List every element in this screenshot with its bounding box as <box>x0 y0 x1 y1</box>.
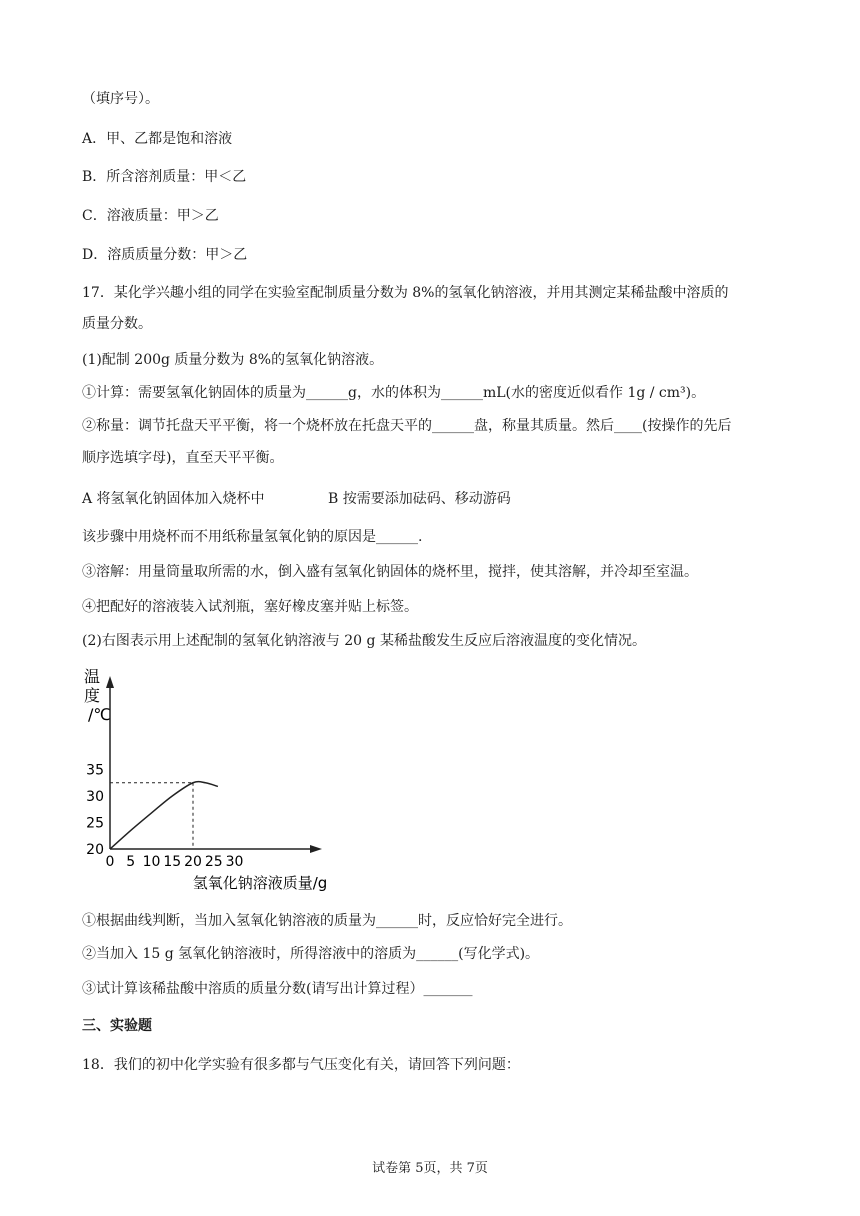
choice-b: B 按需要添加砝码、移动游码 <box>328 491 511 507</box>
x-tick-label: 5 <box>126 854 136 870</box>
x-tick-label: 20 <box>184 854 202 870</box>
y-tick-label: 35 <box>86 762 104 779</box>
x-tick-label: 15 <box>163 854 182 870</box>
q17-step-calc: ①计算：需要氢氧化钠固体的质量为______g，水的体积为______mL(水的密度近似看作 1g / cm³)。 <box>82 385 706 401</box>
x-axis-arrow <box>310 845 322 853</box>
q17-part1: (1)配制 200g 质量分数为 8%的氢氧化钠溶液。 <box>82 352 384 368</box>
q17-step-weigh-cont: 顺序选填字母)，直至天平平衡。 <box>82 450 284 466</box>
section-heading-experiment: 三、实验题 <box>82 1018 152 1034</box>
x-tick-label: 10 <box>142 854 161 870</box>
q17-step-bottle: ④把配好的溶液装入试剂瓶，塞好橡皮塞并贴上标签。 <box>82 599 418 615</box>
y-tick-label: 30 <box>86 789 104 805</box>
fill-in-number-note: （填序号）。 <box>82 91 159 107</box>
y-axis-label: 温 <box>84 667 101 686</box>
option-b: B．所含溶剂质量：甲＜乙 <box>82 169 247 185</box>
temperature-curve <box>110 782 218 849</box>
q17-step-weigh: ②称量：调节托盘天平平衡，将一个烧杯放在托盘天平的______盘，称量其质量。然后____(按操作的先后 <box>82 418 732 434</box>
q17-reason: 该步骤中用烧杯而不用纸称量氢氧化钠的原因是______. <box>82 529 423 545</box>
q17-step-dissolve: ③溶解：用量筒量取所需的水，倒入盛有氢氧化钠固体的烧杯里，搅拌，使其溶解，并冷却至室温。 <box>82 564 698 580</box>
q17-sub2: ②当加入 15 g 氢氧化钠溶液时，所得溶液中的溶质为______(写化学式)。 <box>82 946 540 962</box>
page-footer: 试卷第 5页，共 7页 <box>372 1161 488 1176</box>
x-axis-label: 氢氧化钠溶液质量/g <box>192 874 328 892</box>
q17-sub1: ①根据曲线判断，当加入氢氧化钠溶液的质量为______时，反应恰好完全进行。 <box>82 913 572 929</box>
y-axis-label: 度 <box>84 686 101 705</box>
q17-part2: (2)右图表示用上述配制的氢氧化钠溶液与 20 g 某稀盐酸发生反应后溶液温度的变化情况。 <box>82 633 646 649</box>
option-c: C．溶液质量：甲＞乙 <box>82 208 219 224</box>
q17-sub3: ③试计算该稀盐酸中溶质的质量分数(请写出计算过程）_______ <box>82 981 473 997</box>
question-18-stem: 18．我们的初中化学实验有很多都与气压变化有关，请回答下列问题： <box>82 1057 520 1073</box>
y-tick-label: 20 <box>86 842 104 858</box>
option-a: A．甲、乙都是饱和溶液 <box>82 131 233 147</box>
choice-a: A 将氢氧化钠固体加入烧杯中 <box>82 491 265 507</box>
y-axis-arrow <box>106 676 114 688</box>
x-tick-label: 30 <box>225 854 244 870</box>
question-17-stem: 17．某化学兴趣小组的同学在实验室配制质量分数为 8%的氢氧化钠溶液，并用其测定某稀盐酸中溶质的 <box>82 285 729 301</box>
y-tick-label: 25 <box>86 815 104 832</box>
x-tick-label: 25 <box>204 854 223 870</box>
y-axis-label: /℃ <box>88 705 112 724</box>
temperature-chart <box>78 666 348 896</box>
question-17-stem-cont: 质量分数。 <box>82 316 152 332</box>
option-d: D．溶质质量分数：甲＞乙 <box>82 247 248 263</box>
x-tick-label: 0 <box>105 854 115 870</box>
